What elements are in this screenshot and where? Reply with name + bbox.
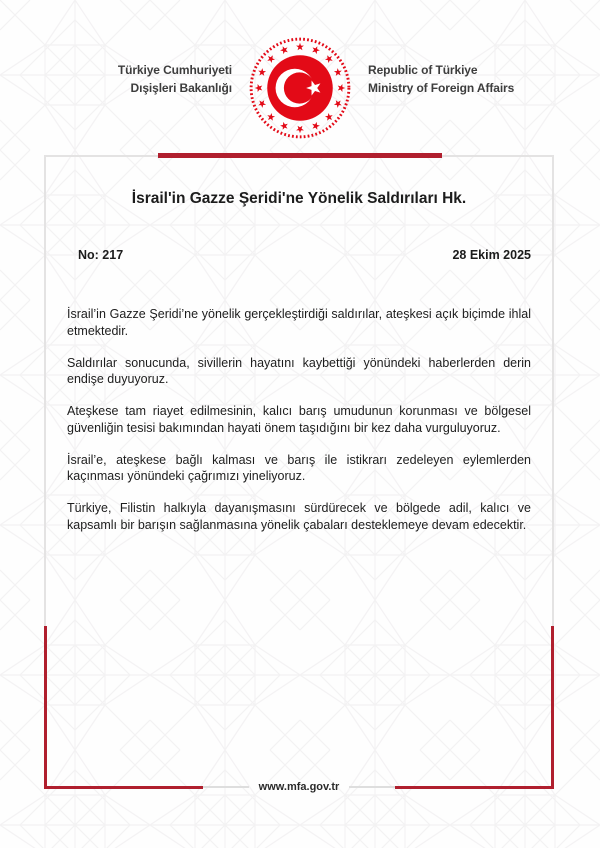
left-accent-bar (44, 626, 47, 788)
body-paragraph: Türkiye, Filistin halkıyla dayanışmasını sürdürecek ve bölgede adil, kalıcı ve kapsamlı bir barışın sağlanmasına yönelik çabaları desteklemeye devam edecektir. (67, 501, 531, 532)
body-paragraph: İsrail’e, ateşkese bağlı kalması ve barış ile istikrarı zedeleyen eylemlerden kaçınması yönündeki çağrımızı yineliyoruz. (67, 452, 531, 484)
website-link[interactable]: www.mfa.gov.tr (258, 781, 340, 793)
release-number: No: 217 (78, 248, 124, 262)
ministry-en-line1: Republic of Türkiye (368, 63, 478, 77)
ministry-name-english (368, 61, 514, 97)
ministry-tr-line2: Dışişleri Bakanlığı (130, 81, 232, 95)
ministry-en-line2: Ministry of Foreign Affairs (368, 81, 515, 95)
card-bottom-border (44, 779, 554, 795)
bottom-red-segment (395, 786, 554, 789)
mfa-emblem-icon (248, 36, 352, 140)
meta-row (46, 248, 552, 262)
ministry-name-turkish (118, 61, 232, 97)
body-paragraph: Ateşkese tam riayet edilmesinin, kalıcı barış umudunun korunması ve bölgesel güvenliğin tesisi bakımından hayati önem taşıdığını bir kez daha vurguluyoruz. (67, 404, 531, 435)
bottom-gray-segment (203, 786, 249, 788)
bottom-red-segment (44, 786, 203, 789)
press-release-card (44, 155, 554, 793)
bottom-gray-segment (349, 786, 395, 788)
ministry-tr-line1: Türkiye Cumhuriyeti (117, 63, 232, 77)
press-release-body (46, 306, 552, 534)
page-title: İsrail'in Gazze Şeridi'ne Yönelik Saldırıları Hk. (131, 190, 467, 207)
release-date: 28 Ekim 2025 (452, 248, 531, 262)
top-accent-bar (158, 153, 442, 158)
right-accent-bar (551, 626, 554, 788)
body-paragraph: Saldırılar sonucunda, sivillerin hayatını kaybettiği yönündeki haberlerden derin endişe duyuyoruz. (67, 355, 531, 387)
body-paragraph: İsrail’in Gazze Şeridi’ne yönelik gerçekleştirdiği saldırılar, ateşkesi açık biçimde ihlal etmektedir. (67, 307, 531, 338)
